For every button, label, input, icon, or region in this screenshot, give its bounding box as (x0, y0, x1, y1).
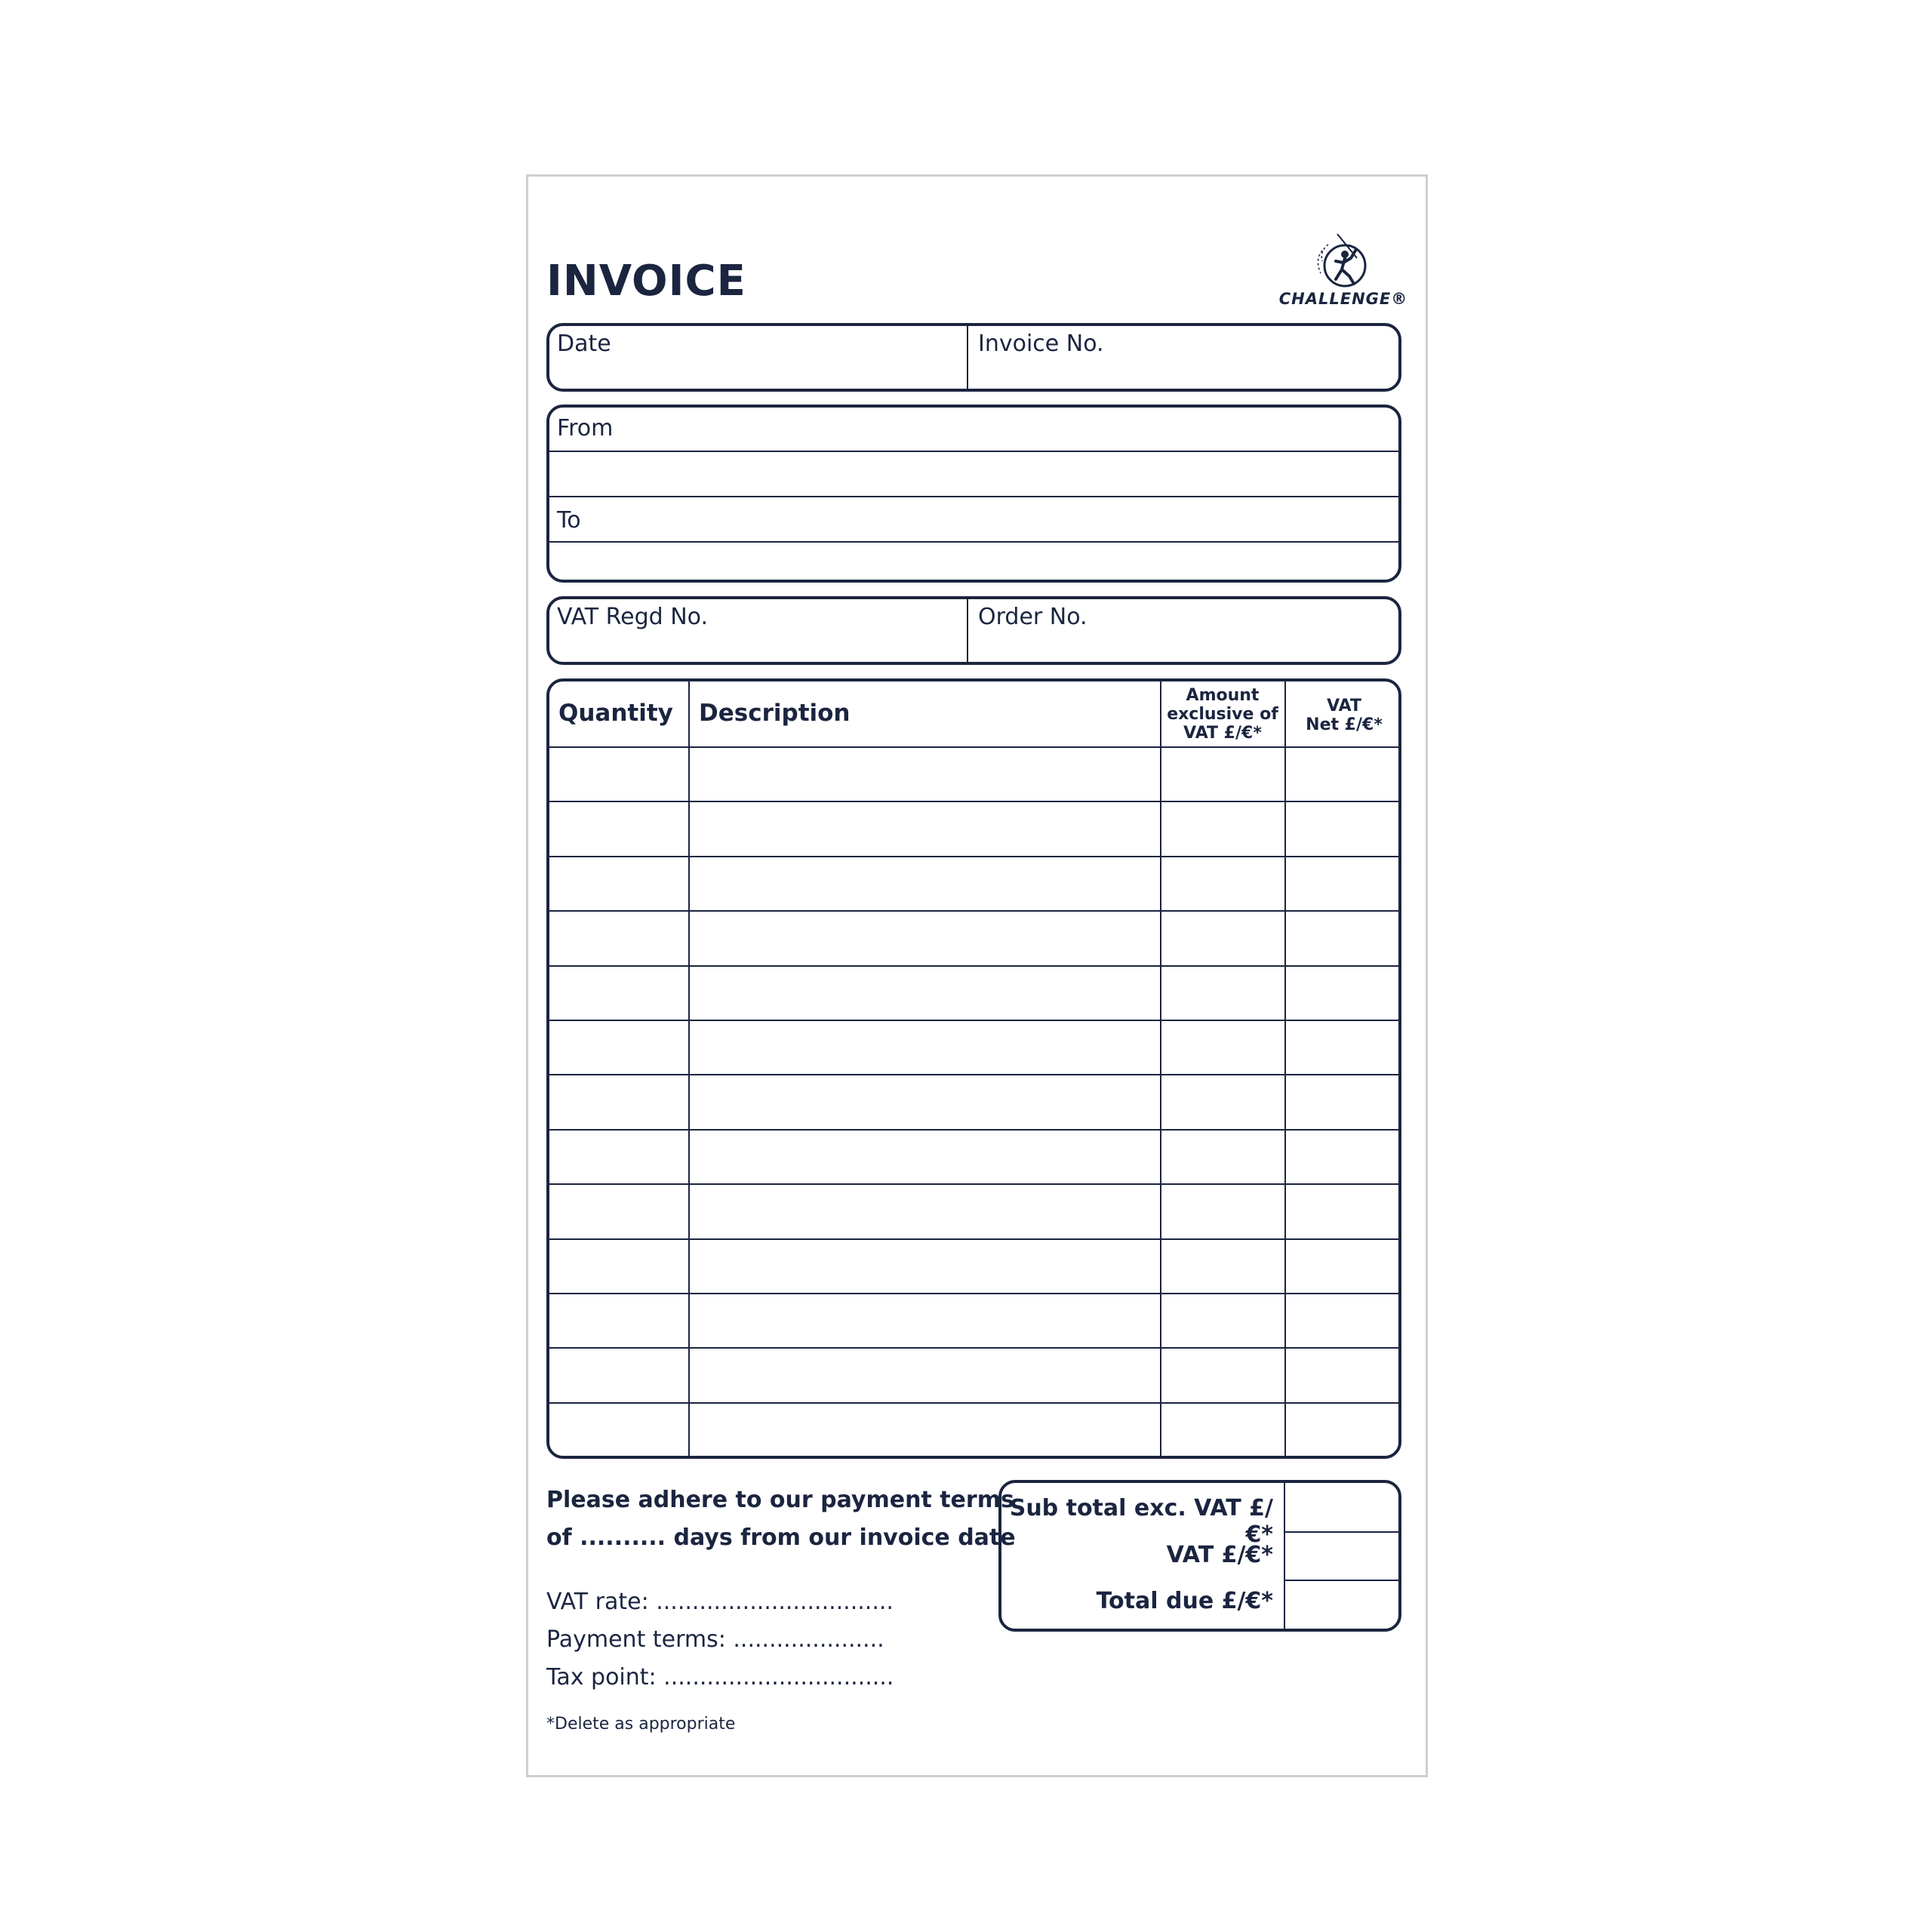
table-row-divider (549, 746, 1398, 748)
vat-rate-line: VAT rate: ................................. (546, 1589, 894, 1615)
quantity-header: Quantity (558, 700, 673, 727)
table-row-divider (549, 1183, 1398, 1185)
amount-header-line: exclusive of (1167, 705, 1278, 724)
brand-name: CHALLENGE® (1278, 290, 1408, 308)
table-row-divider (549, 1129, 1398, 1131)
total-due-label: Total due £/€* (1096, 1588, 1273, 1614)
vat-net-header-line: Net £/€* (1306, 715, 1383, 734)
divider (549, 451, 1398, 452)
vat-net-header (1285, 697, 1401, 734)
date-label: Date (557, 331, 611, 357)
table-row-divider (549, 1238, 1398, 1240)
amount-header-line: Amount (1186, 686, 1260, 705)
table-row-divider (549, 856, 1398, 857)
column-divider (688, 681, 690, 1456)
to-label: To (557, 507, 581, 534)
vat-order-box (546, 596, 1401, 665)
terms-line: of .......... days from our invoice date (546, 1524, 1016, 1551)
delete-note: *Delete as appropriate (546, 1715, 736, 1734)
items-table (546, 678, 1401, 1459)
from-label: From (557, 415, 614, 441)
table-row-divider (549, 1074, 1398, 1075)
table-row-divider (549, 1293, 1398, 1294)
date-invoice-box (546, 323, 1401, 392)
subtotal-label: Sub total exc. VAT £/€* (1009, 1495, 1273, 1548)
divider (549, 541, 1398, 543)
from-to-box (546, 405, 1401, 583)
amount-header-line: VAT £/€* (1183, 724, 1262, 743)
invoice-info-lines (546, 1583, 894, 1697)
column-divider (1160, 681, 1161, 1456)
tax-point-line: Tax point: ................................ (546, 1664, 894, 1690)
vat-regd-label: VAT Regd No. (557, 604, 709, 630)
payment-terms-notice (546, 1481, 1016, 1557)
divider (967, 599, 968, 662)
vat-total-label: VAT £/€* (1166, 1542, 1273, 1568)
table-row-divider (549, 1020, 1398, 1021)
brand-logo (1275, 228, 1411, 311)
table-row-divider (549, 1347, 1398, 1349)
table-row-divider (549, 1402, 1398, 1404)
invoice-no-label: Invoice No. (978, 331, 1104, 357)
description-header: Description (699, 700, 851, 727)
table-row-divider (549, 801, 1398, 802)
table-row-divider (549, 965, 1398, 967)
payment-terms-line: Payment terms: ..................... (546, 1626, 884, 1653)
column-divider (1284, 681, 1286, 1456)
invoice-title: INVOICE (546, 257, 746, 306)
terms-line: Please adhere to our payment terms (546, 1487, 1014, 1513)
column-divider (1284, 1483, 1285, 1629)
divider (1284, 1531, 1398, 1533)
order-no-label: Order No. (978, 604, 1088, 630)
divider (967, 326, 968, 389)
divider (1284, 1580, 1398, 1581)
vat-net-header-line: VAT (1327, 697, 1361, 715)
divider (549, 496, 1398, 497)
totals-box (998, 1480, 1401, 1632)
runner-emblem-icon (1275, 228, 1411, 288)
table-row-divider (549, 910, 1398, 912)
amount-header (1161, 686, 1284, 743)
